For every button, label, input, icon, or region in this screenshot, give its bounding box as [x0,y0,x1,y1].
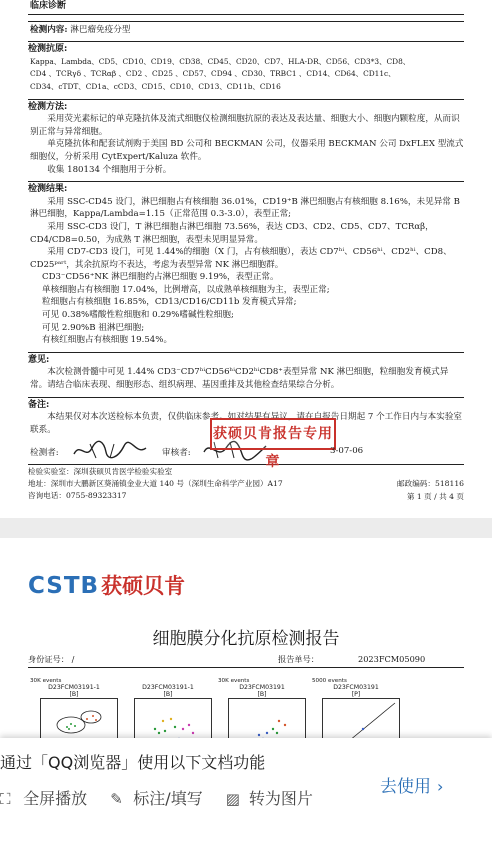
tester-label: 检测者: [30,448,59,458]
edit-icon: ✎ [110,790,123,808]
plot-gate: [B] [257,691,267,698]
report-title: 细胞膜分化抗原检测报告 [152,629,340,649]
go-use-button[interactable] [380,772,443,797]
report-footer [28,466,464,502]
id-value: / [71,654,75,664]
qq-browser-banner [0,738,492,866]
report-no-value: 2023FCM05090 [358,654,426,664]
antigen-title: 检测抗原: [28,41,464,56]
result-title: 检测结果: [28,181,464,196]
banner-options [0,786,331,809]
plot-events: 5000 events [312,678,347,684]
method-paragraph-2: 单克隆抗体和配套试剂购于美国 BD 公司和 BECKMAN 公司，仪器采用 BECKMAN 公司 DxFLEX 型流式细胞仪，分析采用 CytExpert/Kaluza 软件。 [30,139,464,162]
logo-latin: CSTB [28,573,100,599]
remark-paragraph: 本结果仅对本次送检标本负责，仅供临床参考。如对结果有异议，请在自报告日期起 7 个工作日内与本实验室联系。 [30,412,463,435]
id-line [28,654,464,668]
plot-events: 30K events [218,678,250,684]
plot-gate: [P] [351,691,361,698]
result-paragraph-8: 可见 2.90%B 祖淋巴细胞; [42,322,145,333]
footer-address: 地址：深圳市大鹏新区葵涌镇金业大道 140 号（深圳生命科学产业园）A17 [28,479,283,488]
footer-tel: 咨询电话：0755-89323317 [28,491,127,500]
tester-signature [70,438,150,462]
fullscreen-option[interactable] [0,786,87,809]
result-paragraph-6: 粒细胞占有核细胞 16.85%，CD13/CD16/CD11b 发育模式异常; [42,297,297,308]
result-paragraph-3: 采用 CD7-CD3 设门，可见 1.44%的细胞（X 门，占有核细胞），表达 CD7ʰⁱ、CD56ʰⁱ、CD2ʰⁱ、CD8、CD25ᵖᵃʳᵗ，其余抗原均不表达，考虑为表型异常 NK 淋巴细胞群。 [30,247,452,270]
logo-chinese: 获硕贝肯 [101,574,186,598]
test-content-row [28,21,464,37]
result-paragraph-9: 有核红细胞占有核细胞 19.54%。 [42,335,173,346]
plot-gate: [B] [163,691,173,698]
footer-page: 第 1 页 / 共 4 页 [406,492,464,501]
footer-zip: 邮政编码：518116 [397,479,464,488]
antigen-line-3: CD34、cTDT、CD1a、cCD3、CD15、CD10、CD13、CD11b、CD16 [30,81,281,91]
result-paragraph-4: CD3⁻CD56⁺NK 淋巴细胞约占淋巴细胞 9.19%，表型正常。 [42,272,279,283]
banner-message: 通过「QQ浏览器」使用以下文档功能 [0,753,266,772]
go-use-label: 去使用 [380,777,431,797]
plot-events: 30K events [30,678,62,684]
id-label: 身份证号： [28,654,69,664]
antigen-line-2: CD4 、TCRγδ 、TCRαβ 、CD2 、CD25 、CD57、CD94 、CD30、TRBC1 、CD14、CD64、CD11c、 [30,69,396,79]
report-stamp: 获硕贝肯报告专用章 [210,418,336,450]
to-image-option[interactable] [226,786,313,809]
result-paragraph-1: 采用 SSC-CD45 设门，淋巴细胞占有核细胞 36.01%，CD19⁺B 淋巴细胞占有核细胞 8.16%，未见异常 B 淋巴细胞，Kappa/Lambda=1.15（正常范围 0.3-3.0），表型正常; [30,196,460,220]
remark-title: 备注: [28,397,464,412]
company-logo [28,570,186,599]
plot-title: D23FCM03191 [333,684,379,691]
report-no-label: 报告单号： [278,654,319,664]
image-icon: ▨ [225,790,240,808]
plot-gate: [B] [69,691,79,698]
opinion-paragraph: 本次检测骨髓中可见 1.44% CD3⁻CD7ʰⁱCD56ʰⁱCD2ʰⁱCD8⁺表型异常 NK 淋巴细胞，粒细胞发育模式异常。请结合临床表现、细胞形态、组织病理、基因重排及其他检查结果综合分析。 [30,367,449,391]
footer-lab: 检验实验室：深圳获硕贝肯医学检验实验室 [28,467,173,476]
clinical-diagnosis-header: 临床诊断 [28,0,464,15]
result-paragraph-2: 采用 SSC-CD3 设门，T 淋巴细胞占淋巴细胞 73.56%，表达 CD3、CD2、CD5、CD7、TCRαβ，CD4/CD8=0.50，为成熟 T 淋巴细胞，表型未见明显异常。 [30,221,434,245]
result-paragraph-5: 单核细胞占有核细胞 17.04%，比例增高，以成熟单核细胞为主，表型正常; [42,284,330,295]
opinion-title: 意见: [28,352,464,367]
method-paragraph-1: 采用荧光素标记的单克隆抗体及流式细胞仪检测细胞抗原的表达及表达量、细胞大小、细胞内颗粒度，从而识别正常与异常细胞。 [30,114,460,137]
page-gap [0,518,492,538]
method-paragraph-3: 收集 180134 个细胞用于分析。 [47,164,172,175]
report-date: 3-07-06 [330,446,364,456]
fullscreen-icon: ⛶ [0,790,11,808]
test-content-value: 淋巴瘤免疫分型 [70,24,131,35]
plot-title: D23FCM03191 [239,684,285,691]
reviewer-label: 审核者: [162,448,191,458]
chevron-right-icon: › [437,777,444,796]
annotate-option[interactable] [110,786,203,809]
plot-title: D23FCM03191-1 [48,684,100,691]
method-title: 检测方法: [28,99,464,114]
report-body [28,0,464,436]
plot-title: D23FCM03191-1 [142,684,194,691]
test-content-label: 检测内容: [30,24,68,35]
result-paragraph-7: 可见 0.38%嗜酸性粒细胞和 0.29%嗜碱性粒细胞; [42,310,234,321]
annotate-label: 标注/填写 [133,789,203,808]
antigen-line-1: Kappa、Lambda、CD5、CD10、CD19、CD38、CD45、CD20、CD7、HLA-DR、CD56、CD3*3、CD8、 [30,56,411,66]
to-image-label: 转为图片 [248,789,313,808]
fullscreen-label: 全屏播放 [23,789,88,808]
